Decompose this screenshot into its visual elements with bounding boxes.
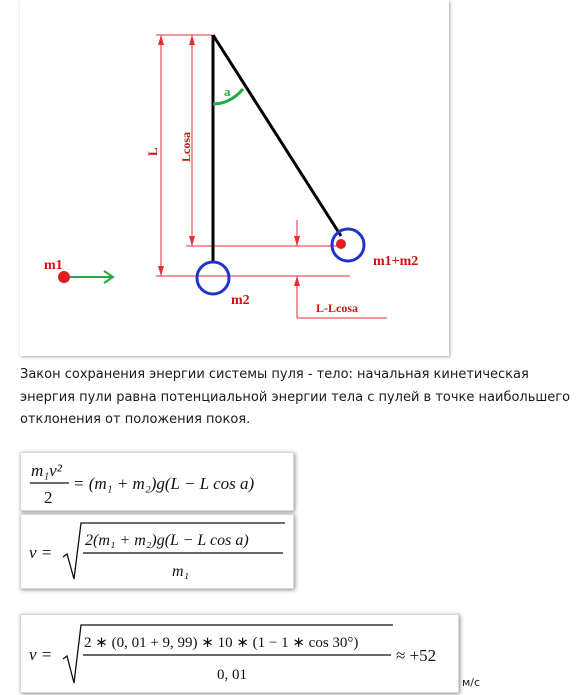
energy-caption: Закон сохранения энергии системы пуля - тело: начальная кинетическая энергия пули равна потенциальной энергии тела с пулей в точке наибольшего отклонения от положения покоя. [20,367,571,427]
diff-arrow-upper [294,236,300,246]
lcos-label: Lcosa [179,132,193,162]
f1-rhs: = (m₁ + m₂)g(L − L cos a) [73,474,255,493]
velocity-equation-box [20,514,294,589]
velocity-equation [21,515,293,588]
length-arrow-bottom [158,266,164,276]
f1-numerator: m₁v² [31,461,62,480]
pendulum-diagram [20,0,449,356]
deflected-rod [213,35,341,236]
diff-label: L-Lcosa [316,301,358,315]
f3-lhs: v = [29,645,53,664]
f1-denominator: 2 [44,488,53,507]
diff-arrow-lower [294,276,300,286]
f3-numerator: 2 ∗ (0, 01 + 9, 99) ∗ 10 ∗ (1 − 1 ∗ cos 30°) [84,635,359,651]
pendulum-figure [20,0,449,356]
lcos-arrow-top [189,35,195,45]
velocity-unit: м/с [462,676,481,689]
f3-denominator: 0, 01 [217,667,247,683]
embedded-bullet [336,239,346,249]
m1-label: m1 [44,258,63,273]
energy-equation-box [20,452,294,511]
length-label: L [145,147,160,156]
length-arrow-top [158,35,164,45]
ball-rest-ring [197,262,229,294]
m2-label: m2 [231,293,250,308]
energy-equation [21,453,293,510]
angle-label: a [224,84,231,99]
f3-result: ≈ +52 [396,646,437,665]
numeric-equation [21,615,458,692]
f2-numerator: 2(m₁ + m₂)g(L − L cos a) [85,532,249,549]
m1m2-label: m1+m2 [373,254,419,269]
f2-lhs: v = [29,543,53,562]
f2-denominator: m₁ [172,563,190,580]
lcos-arrow-bottom [189,236,195,246]
numeric-equation-box [20,614,459,693]
